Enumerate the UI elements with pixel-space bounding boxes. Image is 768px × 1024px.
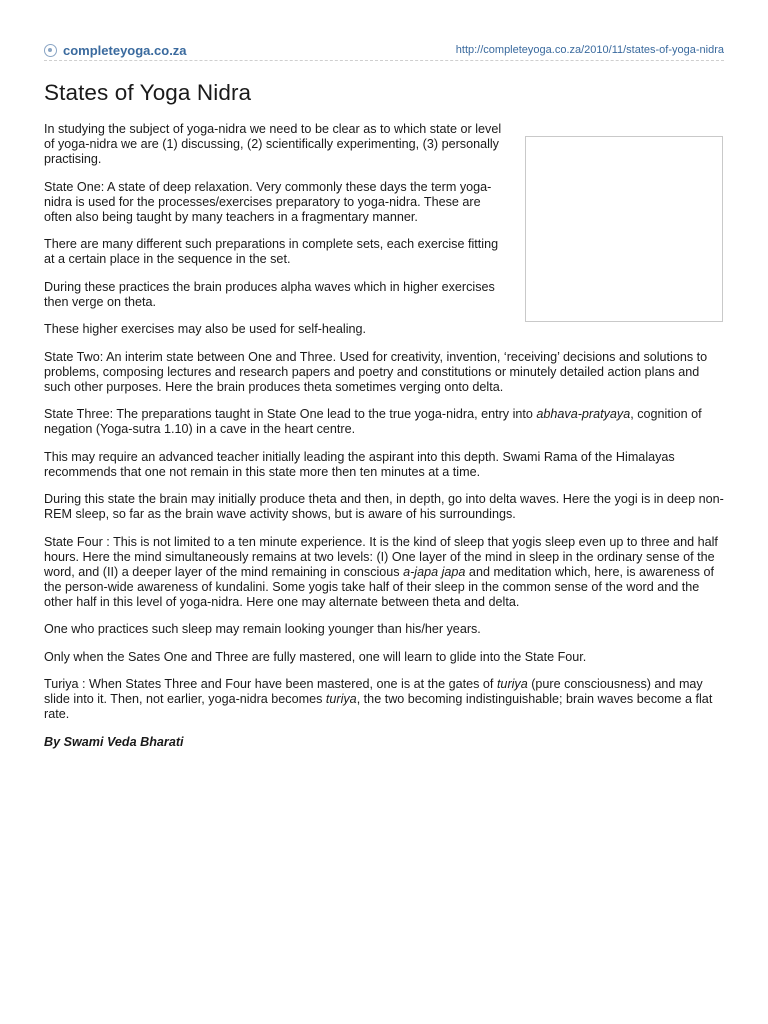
article-paragraph <box>44 407 724 437</box>
paragraph-text: , cognition of negation (Yoga-sutra 1.10) in a cave in the heart centre. <box>44 407 702 436</box>
header-divider <box>44 60 724 61</box>
article-paragraph <box>44 122 504 167</box>
paragraph-text: Only when the Sates One and Three are fully mastered, one will learn to glide into the State Four. <box>44 649 587 664</box>
article-paragraph <box>44 492 724 522</box>
italic-term: turiya <box>496 677 528 691</box>
paragraph-text: and meditation which, here, is awareness of the person-wide awareness of kundalini. Some yogis take half of their sleep in the common sense of the word and the other half in this level of yoga-nidra. Here one may alternate between theta and delta. <box>44 564 714 609</box>
paragraph-text: State Three: The preparations taught in State One lead to the true yoga-nidra, entry into <box>44 407 537 421</box>
paragraph-text: State Four : This is not limited to a ten minute experience. It is the kind of sleep that yogis sleep even up to three and half hours. Here the mind simultaneously remains at two levels: (I) One layer of the mind in sleep in the ordinary sense of the word, and (II) a deeper layer of the mind remaining in conscious <box>44 534 718 579</box>
article-paragraph <box>44 650 724 665</box>
italic-term: a-japa japa <box>403 564 466 579</box>
byline: By Swami Veda Bharati <box>44 734 184 749</box>
paragraph-text: State One: A state of deep relaxation. Very commonly these days the term yoga-nidra is used for the processes/exercises preparatory to yoga-nidra. These are often also being taught by many teachers in a fragmentary manner. <box>44 179 492 224</box>
article-paragraphs <box>44 122 724 722</box>
paragraph-text: State Two: An interim state between One and Three. Used for creativity, invention, ‘receiving’ decisions and solutions to problems, composing lectures and research papers and poetry and constitutions or minutely detailed action plans and such other purposes. Here the brain produces theta sometimes verging onto delta. <box>44 349 708 394</box>
globe-icon <box>44 44 57 57</box>
article-paragraph <box>44 535 724 610</box>
paragraph-text: In studying the subject of yoga-nidra we need to be clear as to which state or level of yoga-nidra we are (1) discussing, (2) scientifically experimenting, (3) personally practising. <box>44 122 502 166</box>
paragraph-text: Turiya : When States Three and Four have been mastered, one is at the gates of <box>44 677 497 691</box>
paragraph-text: During these practices the brain produces alpha waves which in higher exercises then verge on theta. <box>44 279 495 309</box>
page-header <box>44 40 724 60</box>
article-body <box>44 122 724 762</box>
article-paragraph <box>44 322 724 337</box>
page-title: States of Yoga Nidra <box>44 80 252 105</box>
paragraph-text: , the two becoming indistinguishable; brain waves become a flat rate. <box>44 692 713 721</box>
italic-term: turiya <box>325 692 357 706</box>
article-paragraph <box>44 280 504 310</box>
article-paragraph <box>44 180 504 225</box>
paragraph-text: One who practices such sleep may remain looking younger than his/her years. <box>44 622 481 636</box>
article-paragraph <box>44 237 504 267</box>
page-url[interactable]: http://completeyoga.co.za/2010/11/states-of-yoga-nidra <box>455 44 724 56</box>
article-paragraph <box>44 622 724 637</box>
site-name[interactable]: completeyoga.co.za <box>63 42 187 58</box>
paragraph-text: There are many different such preparations in complete sets, each exercise fitting at a certain place in the sequence in the set. <box>44 237 499 266</box>
paragraph-text: This may require an advanced teacher initially leading the aspirant into this depth. Swami Rama of the Himalayas recommends that one not remain in this state more then ten minutes at a time. <box>44 449 675 479</box>
italic-term: abhava-pratyaya <box>536 407 631 421</box>
site-brand[interactable] <box>44 43 187 58</box>
article-paragraph <box>44 677 724 722</box>
article-paragraph <box>44 450 724 480</box>
paragraph-text: (pure consciousness) and may slide into it. Then, not earlier, yoga-nidra becomes <box>44 677 703 706</box>
paragraph-text: During this state the brain may initially produce theta and then, in depth, go into delta waves. Here the yogi is in deep non-REM sleep, so far as the brain wave activity shows, but is aware of his surroundings. <box>44 492 724 521</box>
paragraph-text: These higher exercises may also be used for self-healing. <box>44 322 367 336</box>
article-paragraph <box>44 350 724 395</box>
